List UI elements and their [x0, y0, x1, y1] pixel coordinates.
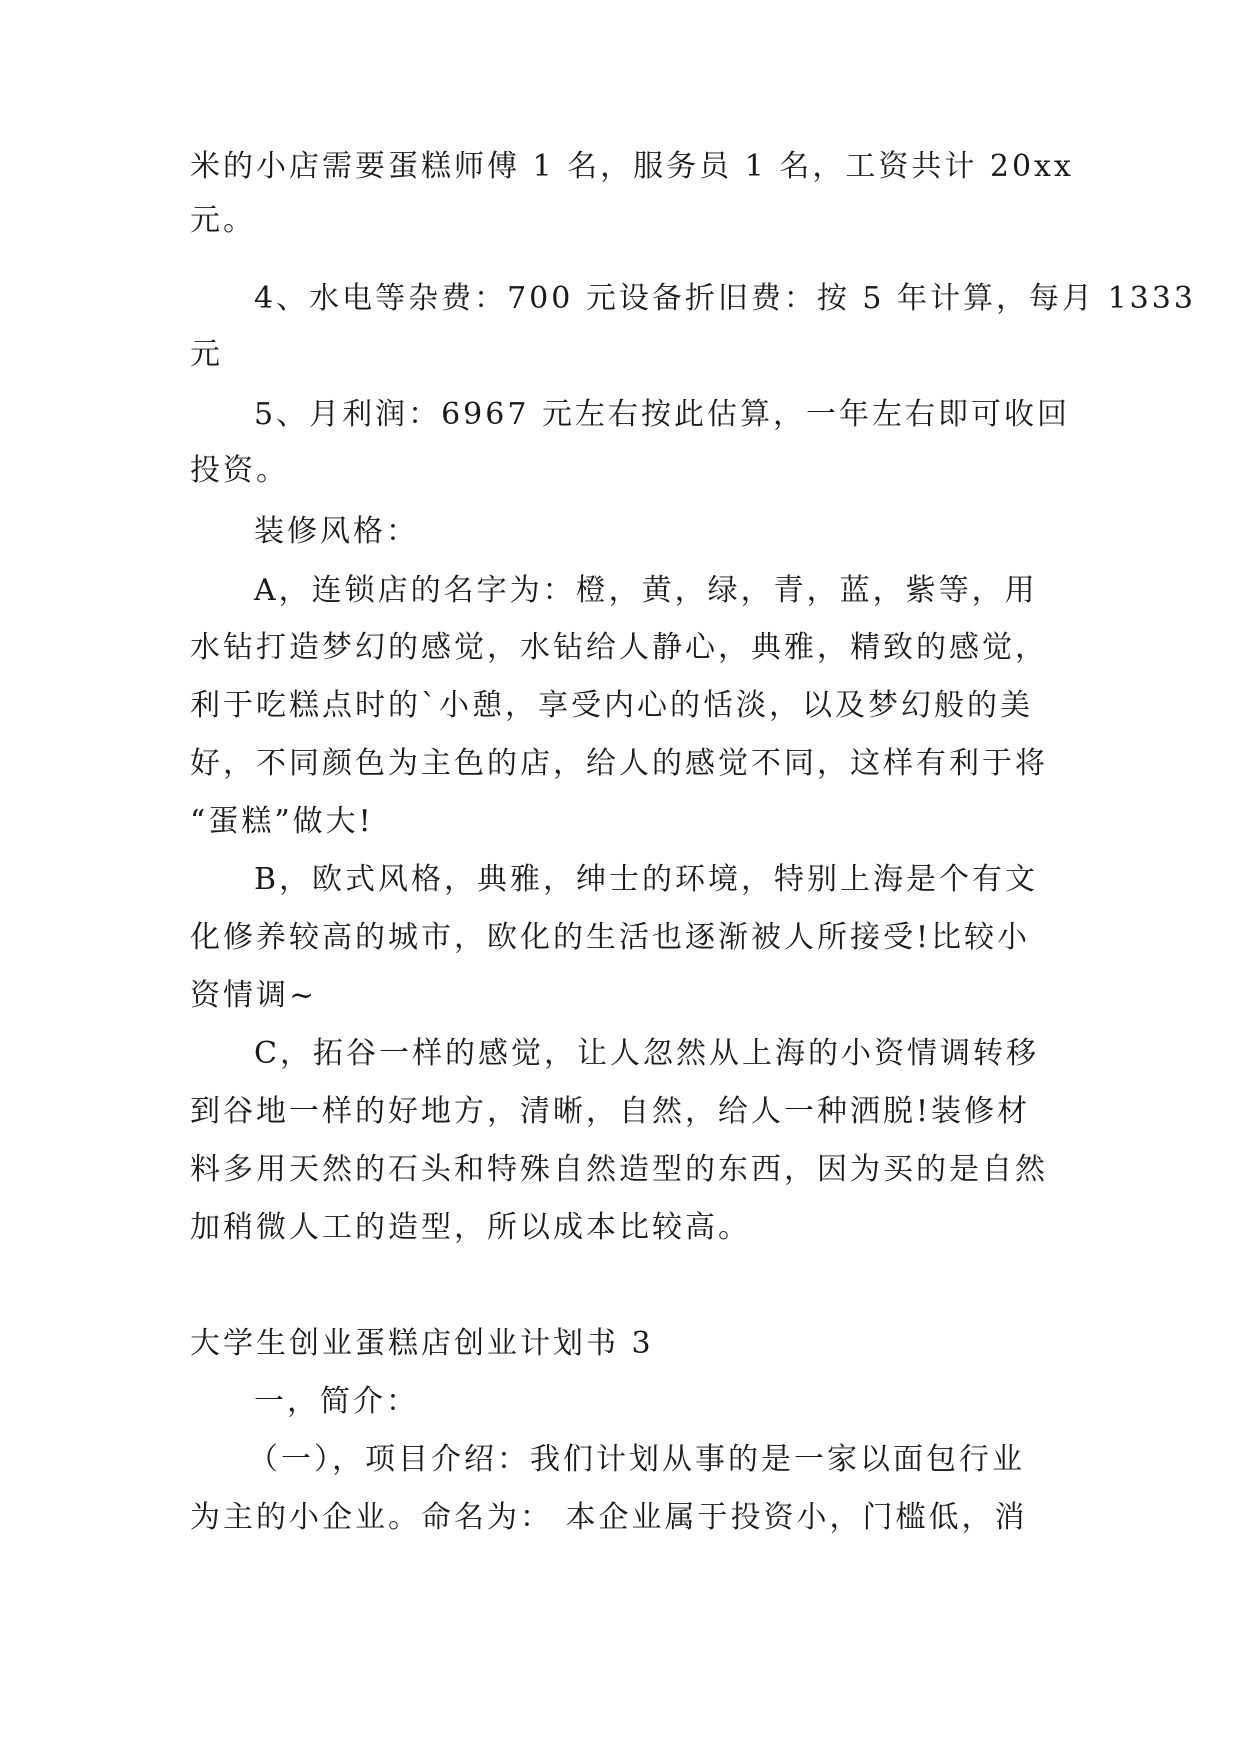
document-title: 大学生创业蛋糕店创业计划书 3	[190, 1326, 654, 1361]
text-line: C，拓谷一样的感觉，让人忽然从上海的小资情调转移	[254, 1036, 1039, 1071]
text-line: 到谷地一样的好地方，清晰，自然，给人一种洒脱!装修材	[190, 1094, 1031, 1129]
text-line: B，欧式风格，典雅，绅士的环境，特别上海是个有文	[254, 862, 1039, 897]
text-line: 5、月利润：6967 元左右按此估算，一年左右即可收回	[254, 397, 1070, 432]
text-line: 料多用天然的石头和特殊自然造型的东西，因为买的是自然	[190, 1152, 1048, 1187]
text-line: 元	[190, 337, 223, 372]
text-line: 为主的小企业。命名为： 本企业属于投资小，门槛低，消	[190, 1500, 1028, 1535]
text-line: 4、水电等杂费：700 元设备折旧费：按 5 年计算，每月 1333	[254, 281, 1196, 316]
text-line: 资情调~	[190, 978, 318, 1013]
text-line: “蛋糕”做大!	[190, 804, 374, 839]
text-line: 利于吃糕点时的`小憩，享受内心的恬淡，以及梦幻般的美	[190, 688, 1033, 723]
text-line: 化修养较高的城市，欧化的生活也逐渐被人所接受!比较小	[190, 920, 1031, 955]
text-line: A，连锁店的名字为：橙，黄，绿，青，蓝，紫等，用	[254, 573, 1038, 608]
text-line: 投资。	[190, 453, 289, 488]
text-line: （一），项目介绍：我们计划从事的是一家以面包行业	[248, 1442, 1025, 1477]
text-line: 米的小店需要蛋糕师傅 1 名，服务员 1 名，工资共计 20xx	[190, 149, 1074, 184]
text-line: 水钻打造梦幻的感觉，水钻给人静心，典雅，精致的感觉，	[190, 630, 1048, 665]
section-heading: 一，简介：	[254, 1384, 419, 1419]
section-heading: 装修风格：	[254, 514, 419, 549]
text-line: 元。	[190, 203, 256, 238]
text-line: 好，不同颜色为主色的店，给人的感觉不同，这样有利于将	[190, 746, 1048, 781]
text-line: 加稍微人工的造型，所以成本比较高。	[190, 1210, 751, 1245]
